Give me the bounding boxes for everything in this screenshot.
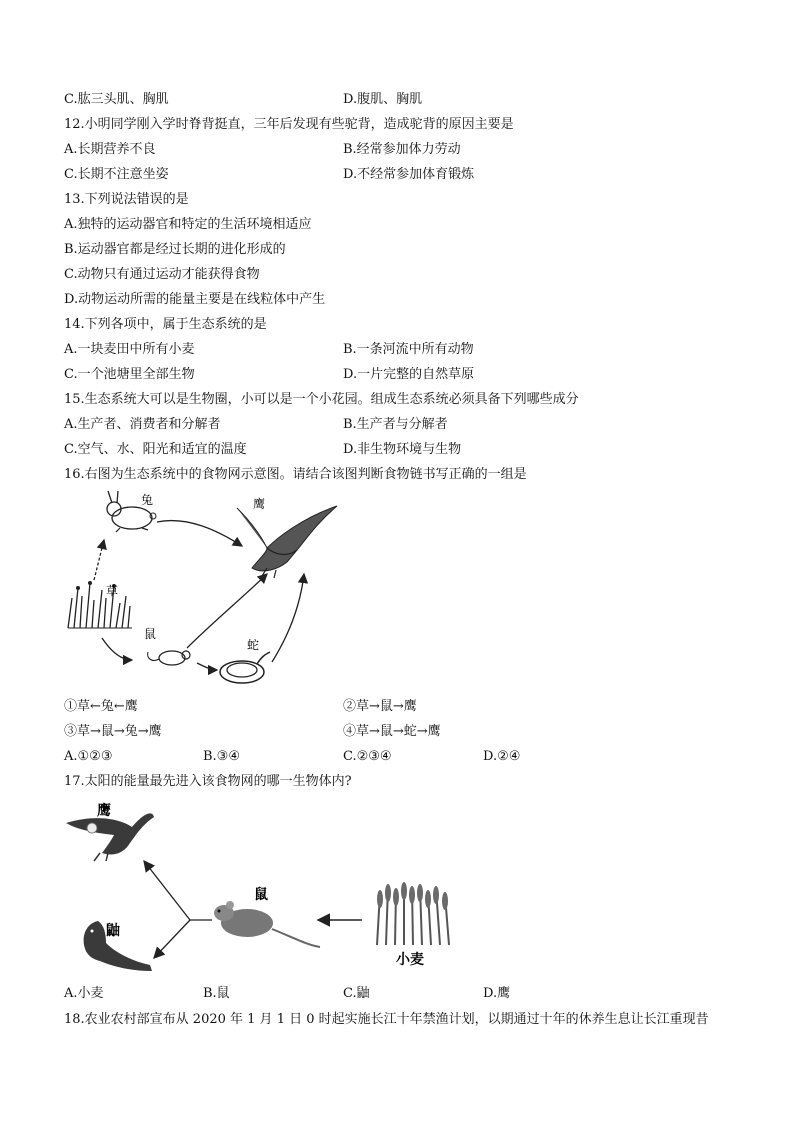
arrow-mouse-to-weasel — [154, 920, 190, 958]
q17-label-eagle: 鹰 — [97, 803, 111, 819]
q16-label-snake: 蛇 — [247, 638, 260, 652]
q15-option-b: B.生产者与分解者 — [343, 417, 448, 432]
grass-picture — [68, 581, 132, 628]
q16-label-mouse: 鼠 — [144, 627, 157, 641]
q16-chain-4: ④草→鼠→蛇→鹰 — [343, 724, 441, 739]
arrow-rabbit-to-eagle — [157, 521, 242, 546]
q16-option-a: A.①②③ — [64, 749, 113, 764]
snake-picture — [220, 652, 270, 683]
q17-option-a: A.小麦 — [64, 986, 104, 1001]
q13-option-b: B.运动器官都是经过长期的进化形成的 — [64, 242, 286, 257]
q16-chain-3: ③草→鼠→兔→鹰 — [64, 724, 162, 739]
q11-option-c: C.肱三头肌、胸肌 — [64, 92, 169, 107]
mouse-photo — [214, 901, 320, 947]
eagle-picture — [237, 506, 337, 578]
q15-stem: 15.生态系统大可以是生物圈，小可以是一个小花园。组成生态系统必须具备下列哪些成分 — [64, 392, 579, 407]
q16-chain-2: ②草→鼠→鹰 — [343, 699, 417, 714]
food-web-figure-1 — [62, 488, 342, 694]
wheat-photo — [377, 882, 449, 945]
q12-option-d: D.不经常参加体育锻炼 — [343, 167, 475, 182]
q14-option-d: D.一片完整的自然草原 — [343, 367, 475, 382]
q17-option-b: B.鼠 — [203, 986, 230, 1001]
q14-option-b: B.一条河流中所有动物 — [343, 342, 474, 357]
q17-label-wheat: 小麦 — [396, 952, 424, 968]
q16-stem: 16.右图为生态系统中的食物网示意图。请结合该图判断食物链书写正确的一组是 — [64, 467, 527, 482]
arrow-grass-to-rabbit — [94, 540, 104, 580]
mouse-picture — [148, 651, 190, 665]
q13-option-a: A.独特的运动器官和特定的生活环境相适应 — [64, 217, 312, 232]
q16-chain-1: ①草←兔←鹰 — [64, 699, 138, 714]
arrow-snake-to-eagle — [272, 574, 304, 662]
q16-label-eagle: 鹰 — [253, 497, 266, 511]
q16-label-grass: 草 — [106, 584, 119, 598]
q17-option-c: C.鼬 — [343, 986, 370, 1001]
q16-option-b: B.③④ — [203, 749, 240, 764]
q13-option-c: C.动物只有通过运动才能获得食物 — [64, 267, 260, 282]
q15-option-a: A.生产者、消费者和分解者 — [64, 417, 221, 432]
q15-option-c: C.空气、水、阳光和适宜的温度 — [64, 442, 247, 457]
q12-stem: 12.小明同学刚入学时脊背挺直，三年后发现有些驼背，造成驼背的原因主要是 — [64, 117, 514, 132]
q17-label-mouse: 鼠 — [254, 887, 268, 903]
eagle-photo — [66, 813, 154, 861]
q18-stem: 18.农业农村部宣布从 2020 年 1 月 1 日 0 时起实施长江十年禁渔计划，以期通过十年的休养生息让长江重现昔 — [64, 1012, 709, 1027]
q17-stem: 17.太阳的能量最先进入该食物网的哪一生物体内? — [64, 774, 352, 789]
q16-label-rabbit: 兔 — [141, 493, 154, 507]
q15-option-d: D.非生物环境与生物 — [343, 442, 462, 457]
q17-option-d: D.鹰 — [483, 986, 511, 1001]
q11-option-d: D.腹肌、胸肌 — [343, 92, 423, 107]
food-web-figure-2 — [62, 795, 458, 980]
q13-stem: 13.下列说法错误的是 — [64, 192, 189, 207]
q13-option-d: D.动物运动所需的能量主要是在线粒体中产生 — [64, 292, 326, 307]
arrow-mouse-to-eagle — [144, 861, 190, 920]
q16-option-d: D.②④ — [483, 749, 521, 764]
q12-option-c: C.长期不注意坐姿 — [64, 167, 169, 182]
arrow-mouse-to-snake — [197, 663, 217, 670]
q14-option-a: A.一块麦田中所有小麦 — [64, 342, 195, 357]
q14-option-c: C.一个池塘里全部生物 — [64, 367, 195, 382]
arrow-grass-to-mouse — [102, 638, 132, 660]
q16-option-c: C.②③④ — [343, 749, 392, 764]
q12-option-b: B.经常参加体力劳动 — [343, 142, 461, 157]
q12-option-a: A.长期营养不良 — [64, 142, 156, 157]
q14-stem: 14.下列各项中，属于生态系统的是 — [64, 317, 267, 332]
arrow-mouse-to-eagle — [187, 574, 267, 648]
q17-label-weasel: 鼬 — [106, 923, 120, 939]
